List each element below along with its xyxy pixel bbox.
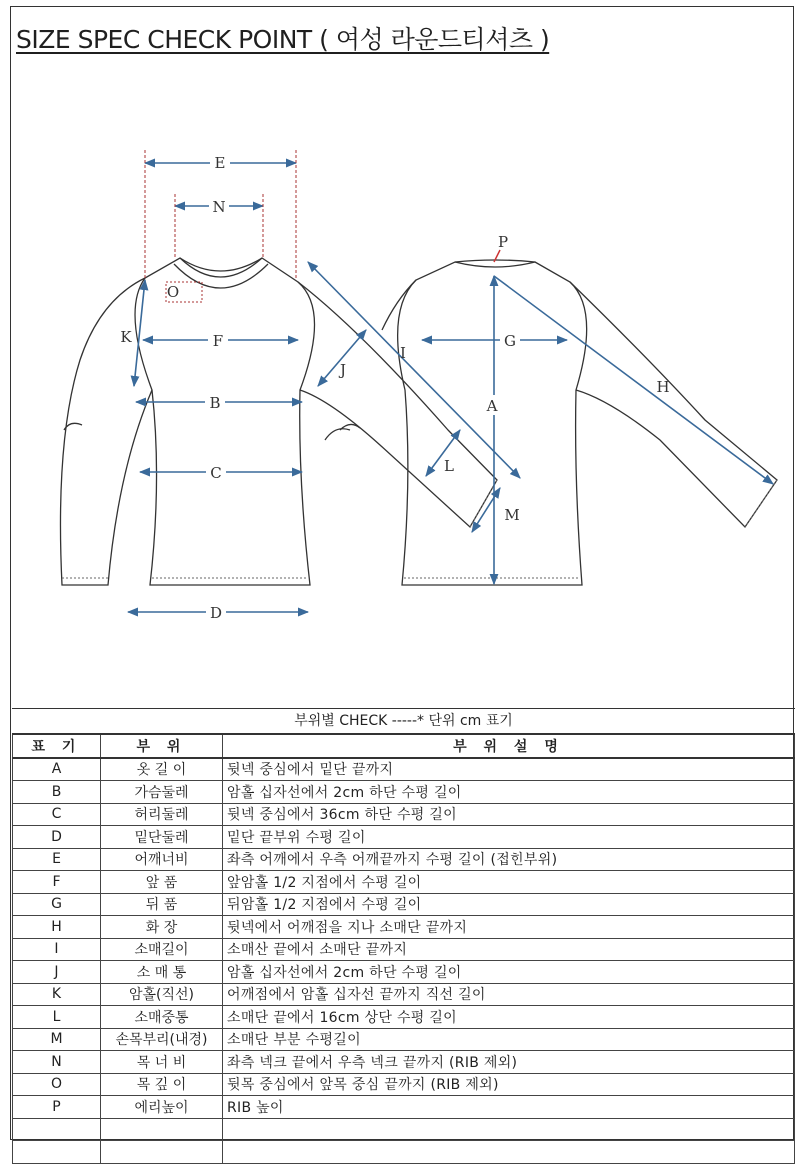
label-n: N	[212, 198, 226, 216]
label-f: F	[212, 332, 224, 350]
label-c: C	[210, 464, 222, 482]
table-row	[13, 758, 795, 781]
cell-code: I	[13, 938, 101, 961]
cell-code	[13, 1118, 101, 1141]
cell-desc: 좌측 어깨에서 우측 어깨끝까지 수평 길이 (접힌부위)	[223, 848, 795, 871]
spec-table-section	[12, 708, 795, 1164]
cell-code: K	[13, 983, 101, 1006]
label-a: A	[486, 397, 498, 415]
cell-code: O	[13, 1073, 101, 1096]
table-row	[13, 1028, 795, 1051]
table-row	[13, 826, 795, 849]
label-g: G	[504, 332, 516, 350]
table-row	[13, 848, 795, 871]
cell-part: 에리높이	[101, 1096, 223, 1119]
cell-code: B	[13, 781, 101, 804]
cell-desc	[223, 1118, 795, 1141]
cell-code: H	[13, 916, 101, 939]
cell-desc: 뒷넥에서 어깨점을 지나 소매단 끝까지	[223, 916, 795, 939]
label-k: K	[120, 328, 132, 346]
cell-part: 소 매 통	[101, 961, 223, 984]
label-o: O	[166, 283, 180, 301]
label-l: L	[444, 457, 454, 475]
table-row	[13, 1006, 795, 1029]
cell-code: L	[13, 1006, 101, 1029]
header-description: 부 위 설 명	[223, 734, 795, 758]
label-m: M	[504, 506, 520, 524]
cell-part: 소매길이	[101, 938, 223, 961]
spec-table	[12, 733, 795, 1164]
table-row	[13, 1073, 795, 1096]
cell-code: G	[13, 893, 101, 916]
cell-code: C	[13, 803, 101, 826]
table-row	[13, 1118, 795, 1141]
cell-desc: 뒷목 중심에서 앞목 중심 끝까지 (RIB 제외)	[223, 1073, 795, 1096]
cell-part: 목 너 비	[101, 1051, 223, 1074]
cell-desc: 암홀 십자선에서 2cm 하단 수평 길이	[223, 961, 795, 984]
cell-code: P	[13, 1096, 101, 1119]
cell-desc: 소매단 부분 수평길이	[223, 1028, 795, 1051]
label-d: D	[209, 604, 223, 622]
back-garment	[340, 260, 777, 585]
cell-code: F	[13, 871, 101, 894]
cell-desc: 소매산 끝에서 소매단 끝까지	[223, 938, 795, 961]
cell-part: 화 장	[101, 916, 223, 939]
cell-part: 손목부리(내경)	[101, 1028, 223, 1051]
table-row	[13, 781, 795, 804]
cell-part: 가슴둘레	[101, 781, 223, 804]
cell-desc: RIB 높이	[223, 1096, 795, 1119]
cell-part: 옷 길 이	[101, 758, 223, 781]
table-row	[13, 916, 795, 939]
table-row	[13, 961, 795, 984]
cell-desc: 뒷넥 중심에서 36cm 하단 수평 길이	[223, 803, 795, 826]
cell-desc: 밑단 끝부위 수평 길이	[223, 826, 795, 849]
table-caption: 부위별 CHECK -----* 단위 cm 표기	[12, 708, 795, 733]
header-code: 표 기	[13, 734, 101, 758]
cell-desc: 앞암홀 1/2 지점에서 수평 길이	[223, 871, 795, 894]
cell-part: 밑단둘레	[101, 826, 223, 849]
cell-part: 소매중통	[101, 1006, 223, 1029]
cell-code: M	[13, 1028, 101, 1051]
front-garment	[60, 258, 497, 585]
cell-part: 어깨너비	[101, 848, 223, 871]
cell-desc: 어깨점에서 암홀 십자선 끝까지 직선 길이	[223, 983, 795, 1006]
label-i: I	[400, 344, 406, 362]
cell-desc: 뒤암홀 1/2 지점에서 수평 길이	[223, 893, 795, 916]
cell-part: 허리둘레	[101, 803, 223, 826]
cell-part	[101, 1118, 223, 1141]
cell-desc: 암홀 십자선에서 2cm 하단 수평 길이	[223, 781, 795, 804]
cell-part: 뒤 품	[101, 893, 223, 916]
label-h: H	[656, 378, 670, 396]
table-row	[13, 803, 795, 826]
cell-part: 앞 품	[101, 871, 223, 894]
table-row	[13, 938, 795, 961]
cell-code: A	[13, 758, 101, 781]
cell-desc: 소매단 끝에서 16cm 상단 수평 길이	[223, 1006, 795, 1029]
cell-desc: 좌측 넥크 끝에서 우측 넥크 끝까지 (RIB 제외)	[223, 1051, 795, 1074]
label-e: E	[214, 154, 226, 172]
table-row	[13, 1096, 795, 1119]
label-j: J	[339, 361, 347, 379]
cell-desc: 뒷넥 중심에서 밑단 끝까지	[223, 758, 795, 781]
header-part: 부 위	[101, 734, 223, 758]
table-row	[13, 893, 795, 916]
cell-code: E	[13, 848, 101, 871]
cell-part: 암홀(직선)	[101, 983, 223, 1006]
label-p: P	[497, 233, 509, 251]
table-row	[13, 871, 795, 894]
cell-code: N	[13, 1051, 101, 1074]
table-row	[13, 983, 795, 1006]
table-row	[13, 1051, 795, 1074]
cell-code: D	[13, 826, 101, 849]
cell-code: J	[13, 961, 101, 984]
cell-part: 목 깊 이	[101, 1073, 223, 1096]
page-title: SIZE SPEC CHECK POINT ( 여성 라운드티셔츠 )	[16, 25, 550, 54]
label-b: B	[209, 394, 221, 412]
